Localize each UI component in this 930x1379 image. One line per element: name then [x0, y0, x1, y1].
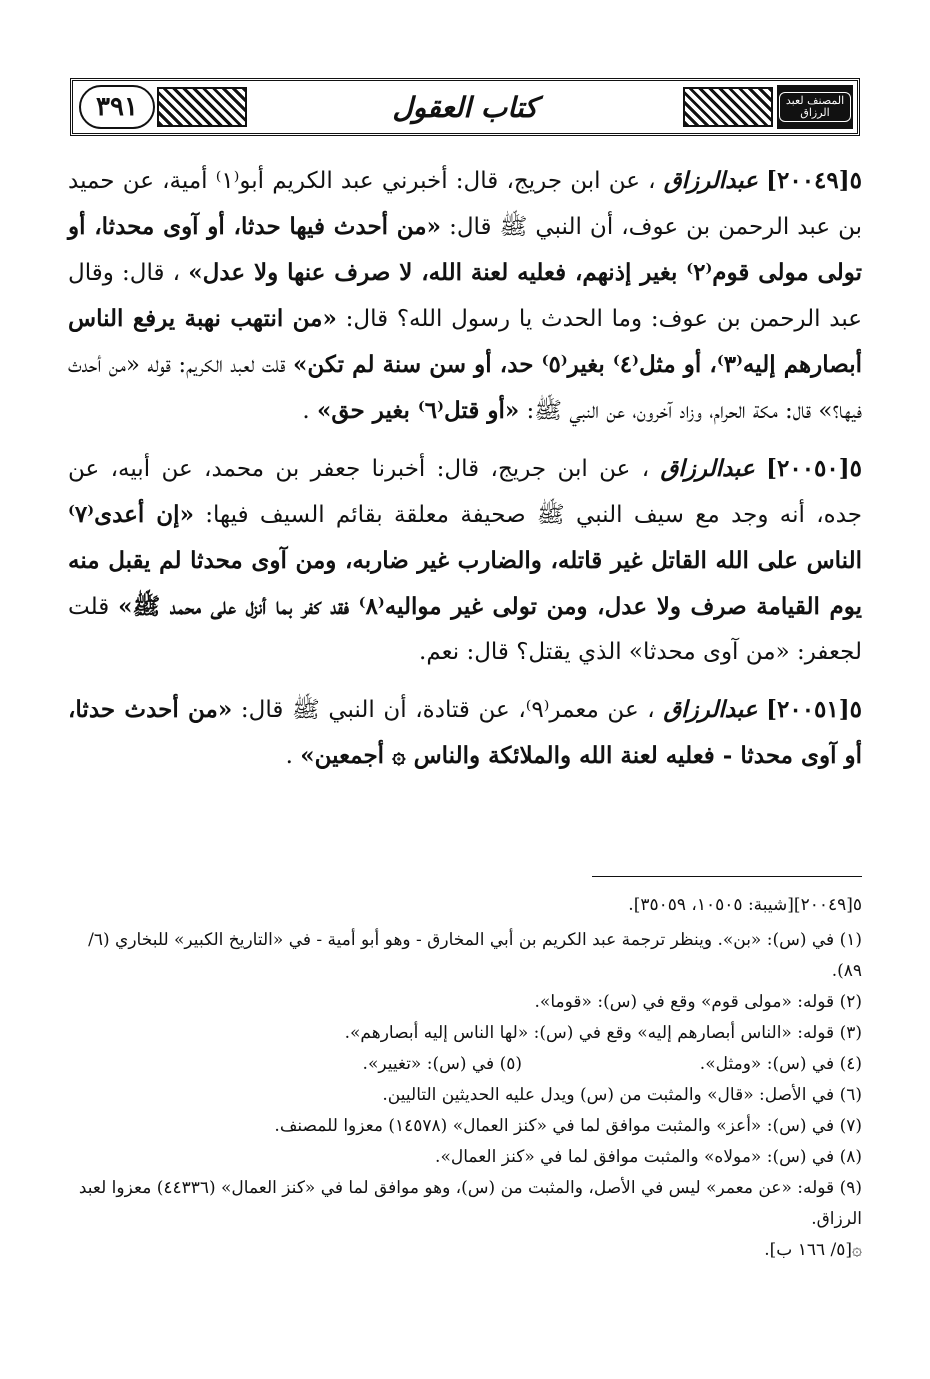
- book-logo: [777, 85, 853, 129]
- hadith-text: ، عن ابن جريج، قال: أخبرني عبد الكريم أبو⁽١⁾ أمية، عن حميد بن عبد الرحمن بن عوف، أن النبي ﷺ قال:: [68, 168, 863, 240]
- ornament-pattern-right: [683, 87, 773, 127]
- hadith-quote: «من انتهب نهبة يرفع الناس أبصارهم إليه⁽٣⁾، أو مثل⁽٤⁾ بغير⁽٥⁾ حد، أو سن سنة لم تكن»: [68, 305, 863, 378]
- page-number: ٣٩١: [79, 85, 155, 129]
- hadith-quote: «من أحدث فيها حدثا، أو آوى محدثا، أو تولى مولى قوم⁽٢⁾ بغير إذنهم، فعليه لعنة الله، لا صرف عنها ولا عدل»: [68, 213, 863, 286]
- footnote-9: (٩) قوله: «عن معمر» ليس في الأصل، والمثبت من (س)، وهو موافق لما في «كنز العمال» (٤٤٣٣٦) معزوا لعبد الرزاق.: [78, 1178, 862, 1229]
- folio-marker: ۞[٥/ ١٦٦ ب].: [764, 1240, 862, 1260]
- footnote-7: (٧) في (س): «أعز» والمثبت موافق لما في «كنز العمال» (١٤٥٧٨) معزوا للمصنف.: [274, 1116, 862, 1136]
- hadith-end: .: [302, 398, 310, 424]
- footnote-row: [68, 1049, 862, 1080]
- hadith-narrator: عبدالرزاق: [663, 167, 758, 194]
- footnote-source: ٥[٢٠٠٤٩][شيبة: ١٠٥٠٥، ٣٥٠٥٩].: [628, 895, 862, 915]
- footnote-6: (٦) في الأصل: «قال» والمثبت من (س) ويدل عليه الحديثين التاليين.: [382, 1085, 862, 1105]
- ornament-pattern-left: [157, 87, 247, 127]
- page-header: [70, 78, 860, 136]
- chapter-title: كتاب العقول: [392, 90, 538, 124]
- footnote-3: (٣) قوله: «الناس أبصارهم إليه» وقع في (س): «لها الناس إليه أبصارهم».: [344, 1023, 862, 1043]
- hadith-body: [68, 158, 862, 791]
- hadith-text: قلت لعبد الكريم: قوله «من أحدث فيها؟» قال: مكة الحرام، وزاد آخرون، عن النبي ﷺ:: [68, 352, 862, 424]
- hadith-end: .: [285, 743, 293, 769]
- hadith-quote: «إن أعدى⁽٧⁾ الناس على الله القاتل غير قاتله، والضارب غير ضاربه، ومن آوى محدثا لم يقبل منه يوم القيامة صرف ولا عدل، ومن تولى غير مواليه⁽٨⁾ فقد كفر بما أنزل على محمد ﷺ»: [68, 501, 863, 620]
- hadith-narrator: عبدالرزاق: [663, 696, 758, 723]
- hadith-text: ، قال: وقال عبد الرحمن بن عوف: وما الحدث يا رسول الله؟ قال:: [68, 260, 862, 332]
- hadith-20049: [68, 158, 862, 434]
- hadith-quote: «من أحدث حدثا، أو آوى محدثا - فعليه لعنة الله والملائكة والناس ۞ أجمعين»: [68, 696, 862, 769]
- hadith-20051: [68, 687, 862, 779]
- hadith-number: ٥[٢٠٠٥٠]: [766, 455, 863, 482]
- hadith-text: ، عن ابن جريج، قال: أخبرنا جعفر بن محمد، عن أبيه، عن جده، أنه وجد مع سيف النبي ﷺ صحيفة معلقة بقائم السيف فيها:: [68, 456, 863, 528]
- footnote-8: (٨) في (س): «مولاه» والمثبت موافق لما في «كنز العمال».: [435, 1147, 862, 1167]
- hadith-quote: «أو قتل⁽٦⁾ بغير حق»: [316, 397, 520, 424]
- hadith-text: ، عن معمر⁽٩⁾، عن قتادة، أن النبي ﷺ قال:: [240, 697, 655, 723]
- footnote-2: (٢) قوله: «مولى قوم» وقع في (س): «قوما».: [534, 992, 862, 1012]
- hadith-number: ٥[٢٠٠٥١]: [766, 696, 863, 723]
- footnote-divider: [592, 876, 862, 877]
- footnote-1: (١) في (س): «بن». وينظر ترجمة عبد الكريم بن أبي المخارق - وهو أبو أمية - في «التاريخ الكبير» للبخاري (٦/ ٨٩).: [88, 930, 862, 981]
- hadith-number: ٥[٢٠٠٤٩]: [766, 167, 863, 194]
- footnote-4: (٤) في (س): «ومثل».: [699, 1054, 862, 1074]
- hadith-narrator: عبدالرزاق: [660, 455, 755, 482]
- footnotes: [68, 890, 862, 1266]
- logo-text: المصنف لعبد الرزاق: [779, 92, 851, 122]
- hadith-20050: [68, 446, 862, 675]
- footnote-5: (٥) في (س): «تغيير».: [362, 1054, 522, 1074]
- hadith-text: قلت لجعفر: «من آوى محدثا» الذي يقتل؟ قال: نعم.: [68, 594, 862, 665]
